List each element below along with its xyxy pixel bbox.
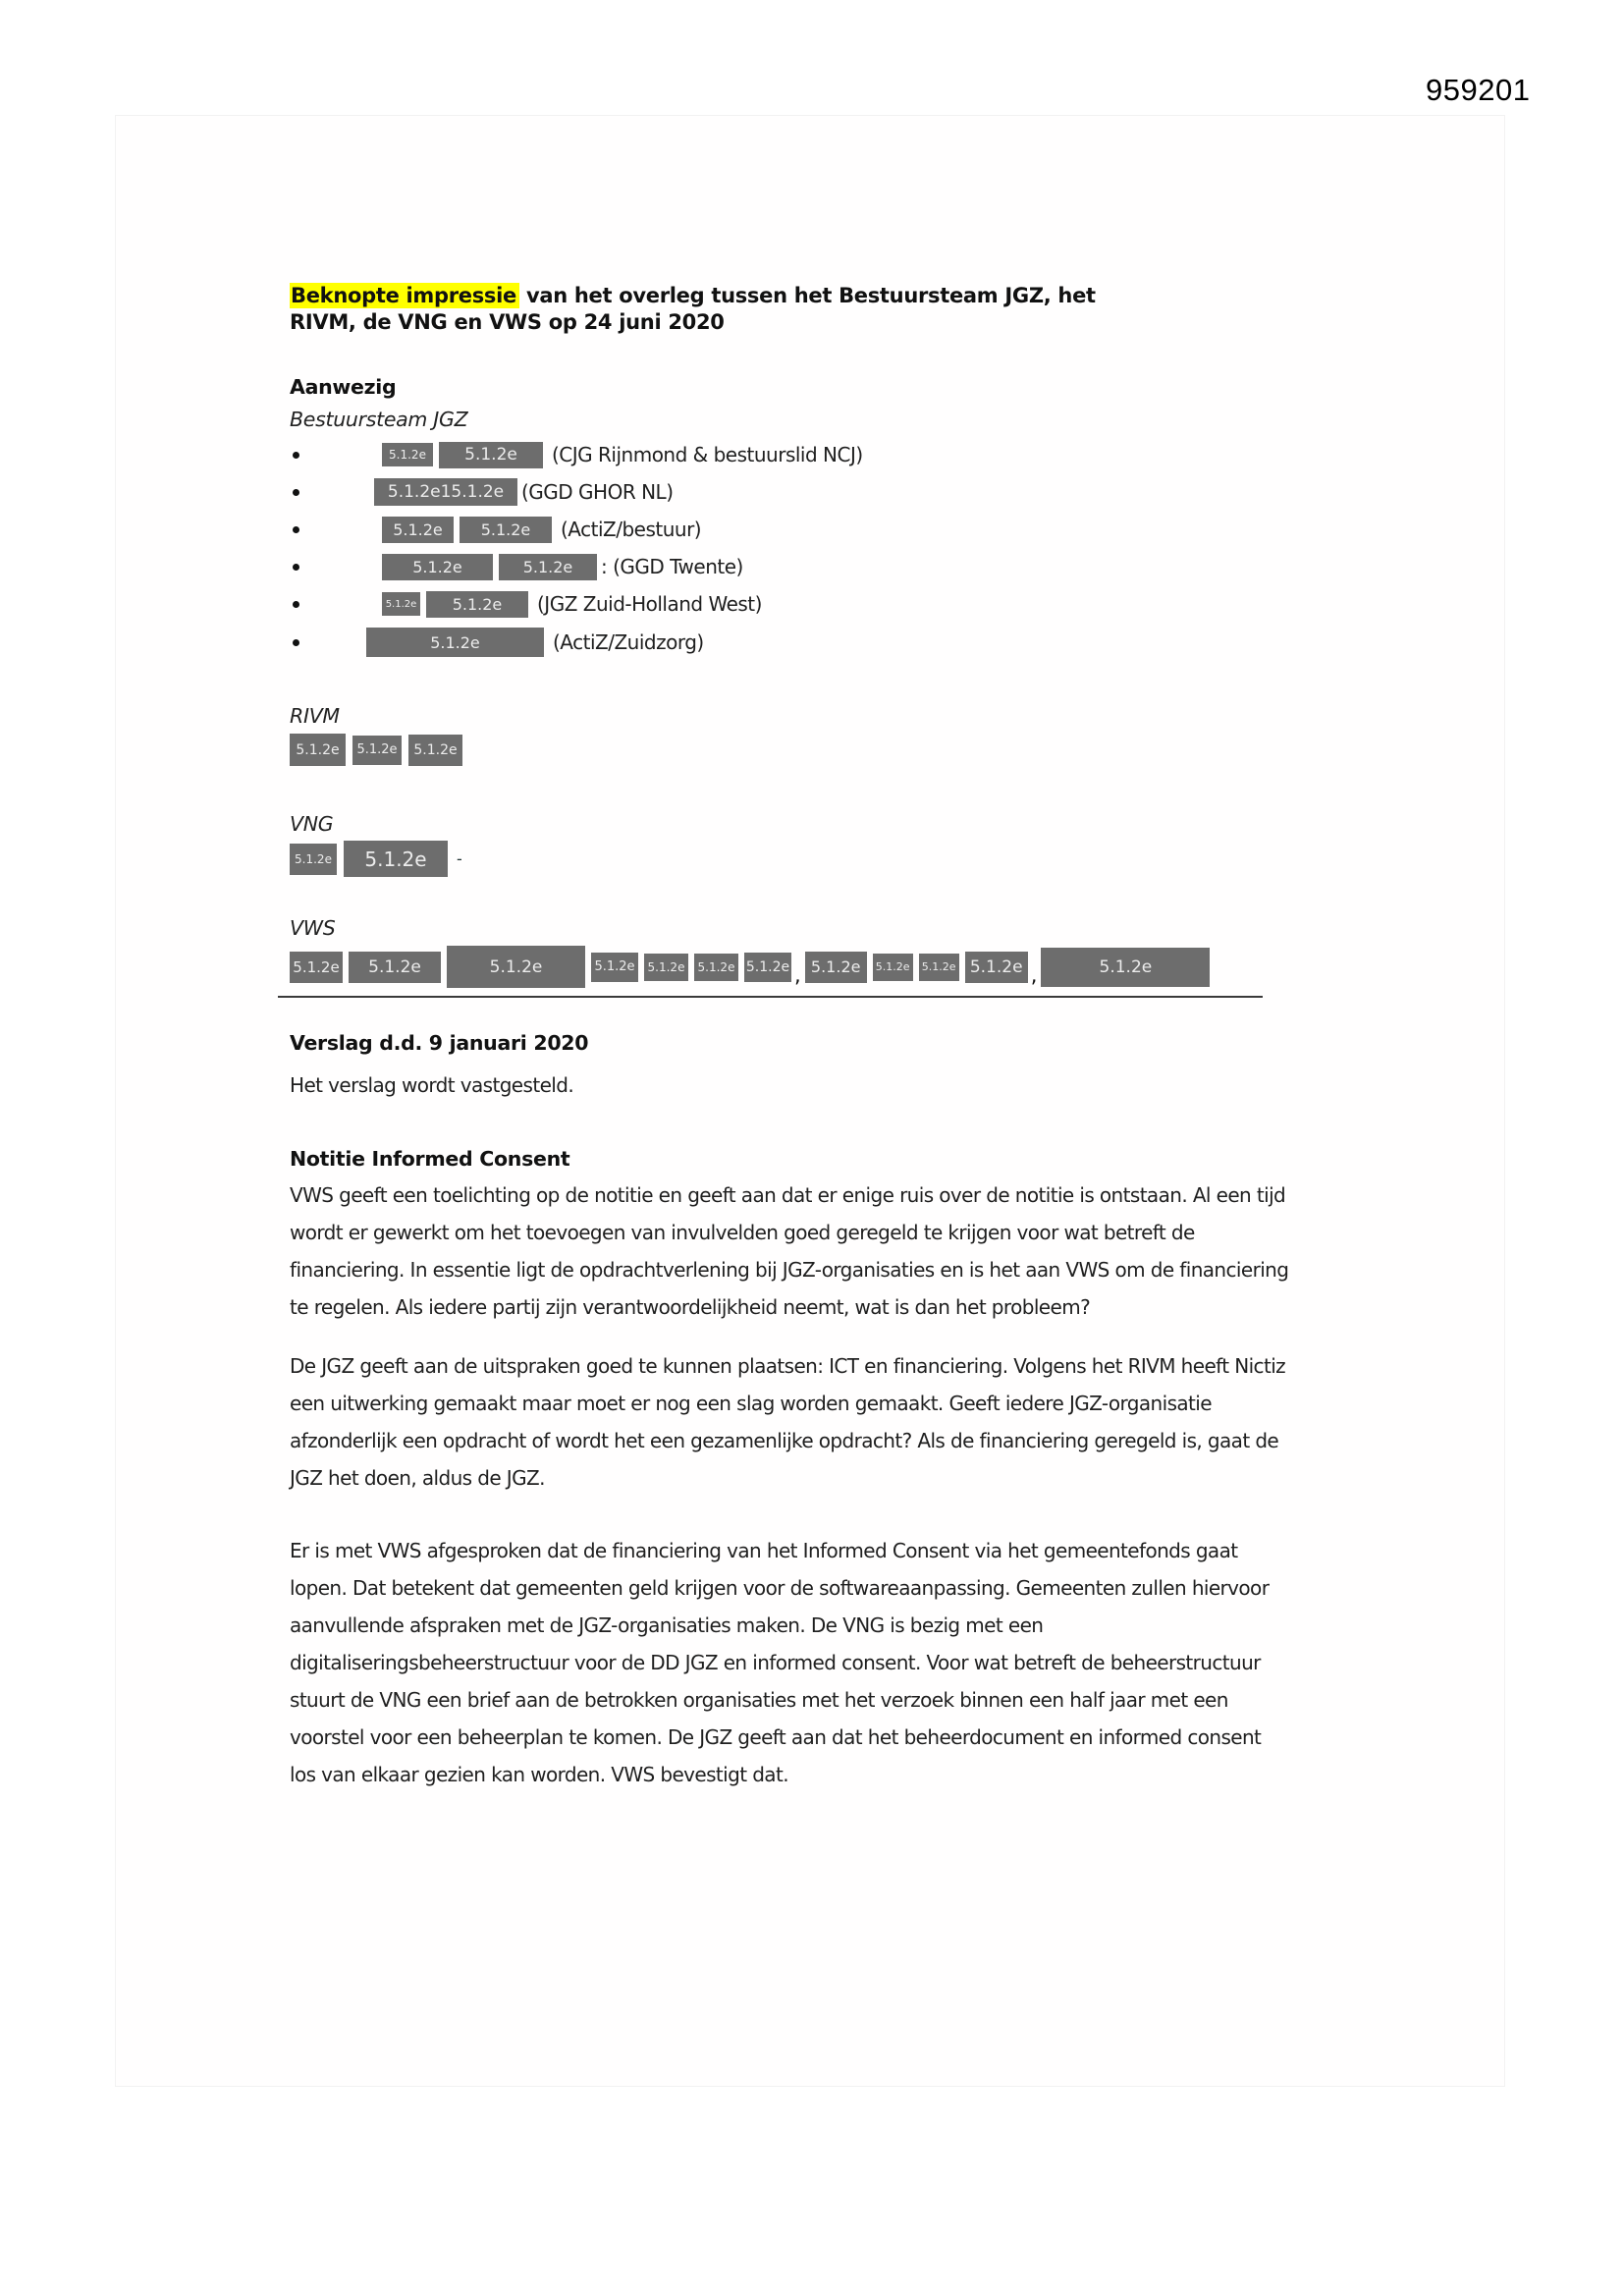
redaction-box: 5.1.2e: [694, 954, 738, 981]
bullet-marker: [293, 564, 299, 571]
bullet-marker: [293, 526, 299, 533]
title-highlight: Beknopte impressie: [290, 283, 519, 308]
paragraph: Er is met VWS afgesproken dat de financiering van het Informed Consent via het gemeentefonds gaat lopen. Dat betekent dat gemeenten geld krijgen voor de softwareaanpassing. Gemeenten zullen hiervoor aanvullende afspraken met de JGZ-organisaties maken. De VNG is bezig met een digitaliseringsbeheerstructuur voor de DD JGZ en informed consent. Voor wat betreft de beheerstructuur stuurt de VNG een brief aan de betrokken organisaties met het verzoek binnen een half jaar met een voorstel voor een beheerplan te komen. De JGZ geeft aan dat het beheerdocument en informed consent los van elkaar gezien kan worden. VWS bevestigt dat.: [290, 1539, 1270, 1786]
section-divider: [278, 996, 1263, 998]
redaction-box: 5.1.2e: [290, 844, 337, 875]
redaction-box: 5.1.2e: [382, 592, 420, 616]
vws-redactions: [290, 946, 1301, 988]
comma-separator: ,: [1030, 963, 1038, 987]
attendee-org-label: (JGZ Zuid-Holland West): [537, 592, 762, 616]
redaction-box: 5.1.2e: [644, 954, 688, 981]
attendee-org-label: : (GGD Twente): [601, 555, 743, 578]
paragraph: De JGZ geeft aan de uitspraken goed te kunnen plaatsen: ICT en financiering. Volgens het RIVM heeft Nictiz een uitwerking gemaakt maar moet er nog een slag worden gemaakt. Geeft iedere JGZ-organisatie afzonderlijk een opdracht of wordt het een gezamenlijke opdracht? Als de financiering geregeld is, gaat de JGZ het doen, aldus de JGZ.: [290, 1354, 1286, 1490]
redaction-box: 5.1.2e: [382, 554, 493, 580]
attendee-org-label: (ActiZ/bestuur): [561, 518, 702, 541]
comma-separator: ,: [794, 963, 801, 987]
redaction-box: 5.1.2e: [408, 735, 462, 766]
verslag-text: Het verslag wordt vastgesteld.: [290, 1073, 574, 1097]
vws-heading: VWS: [290, 916, 336, 940]
redaction-box: 5.1.2e: [447, 946, 585, 988]
vng-heading: VNG: [290, 812, 334, 836]
redaction-box: 5.1.2e: [426, 591, 528, 618]
redaction-box: 5.1.2e: [460, 517, 552, 543]
document-title-line-2: RIVM, de VNG en VWS op 24 juni 2020: [290, 310, 725, 334]
redaction-box: 5.1.2e: [290, 734, 346, 766]
redaction-box: 5.1.2e15.1.2e: [374, 478, 517, 506]
stray-mark: -: [457, 849, 462, 868]
attendee-row: [290, 441, 1301, 468]
attendees-heading: Aanwezig: [290, 375, 397, 399]
verslag-heading: Verslag d.d. 9 januari 2020: [290, 1031, 589, 1055]
attendees-list: [290, 441, 1301, 657]
redaction-box: 5.1.2e: [591, 953, 638, 982]
document-content: [290, 283, 1301, 1793]
redaction-box: 5.1.2e: [382, 517, 454, 543]
bullet-marker: [293, 452, 299, 459]
redaction-box: 5.1.2e: [805, 952, 867, 983]
paragraph: VWS geeft een toelichting op de notitie en geeft aan dat er enige ruis over de notitie is ontstaan. Al een tijd wordt er gewerkt om het toevoegen van invulvelden goed geregeld te krijgen voor wat betreft de financiering. In essentie ligt de opdrachtverlening bij JGZ-organisaties en is het aan VWS om de financiering te regelen. Als iedere partij zijn verantwoordelijkheid neemt, wat is dan het probleem?: [290, 1183, 1289, 1319]
redaction-box: 5.1.2e: [1041, 948, 1210, 987]
redaction-box: 5.1.2e: [499, 554, 597, 580]
team-label: Bestuursteam JGZ: [290, 408, 468, 431]
redaction-box: 5.1.2e: [965, 952, 1028, 983]
rivm-redactions: [290, 734, 1301, 766]
notitie-heading: Notitie Informed Consent: [290, 1147, 570, 1171]
document-title-line-1: [290, 283, 1301, 309]
attendee-row: [290, 478, 1301, 506]
attendee-row: [290, 590, 1301, 618]
redaction-box: 5.1.2e: [344, 841, 448, 877]
redaction-box: 5.1.2e: [290, 952, 343, 983]
redaction-box: 5.1.2e: [382, 443, 433, 466]
attendee-row: [290, 516, 1301, 543]
title-line1-rest: van het overleg tussen het Bestuursteam JGZ, het: [518, 284, 1096, 307]
attendee-org-label: (ActiZ/Zuidzorg): [553, 630, 704, 654]
bullet-marker: [293, 489, 299, 496]
redaction-box: 5.1.2e: [439, 442, 543, 468]
attendee-org-label: (GGD GHOR NL): [521, 480, 674, 504]
redaction-box: 5.1.2e: [349, 952, 441, 983]
page-number: 959201: [1426, 73, 1531, 107]
redaction-box: 5.1.2e: [366, 628, 544, 657]
redaction-box: 5.1.2e: [873, 954, 913, 981]
bullet-marker: [293, 601, 299, 608]
rivm-heading: RIVM: [290, 704, 340, 728]
redaction-box: 5.1.2e: [919, 954, 959, 981]
attendee-org-label: (CJG Rijnmond & bestuurslid NCJ): [552, 443, 863, 466]
vng-redactions: [290, 841, 1301, 877]
attendee-row: [290, 553, 1301, 580]
redaction-box: 5.1.2e: [744, 953, 791, 982]
redaction-box: 5.1.2e: [352, 736, 402, 765]
bullet-marker: [293, 639, 299, 646]
attendee-row: [290, 628, 1301, 657]
